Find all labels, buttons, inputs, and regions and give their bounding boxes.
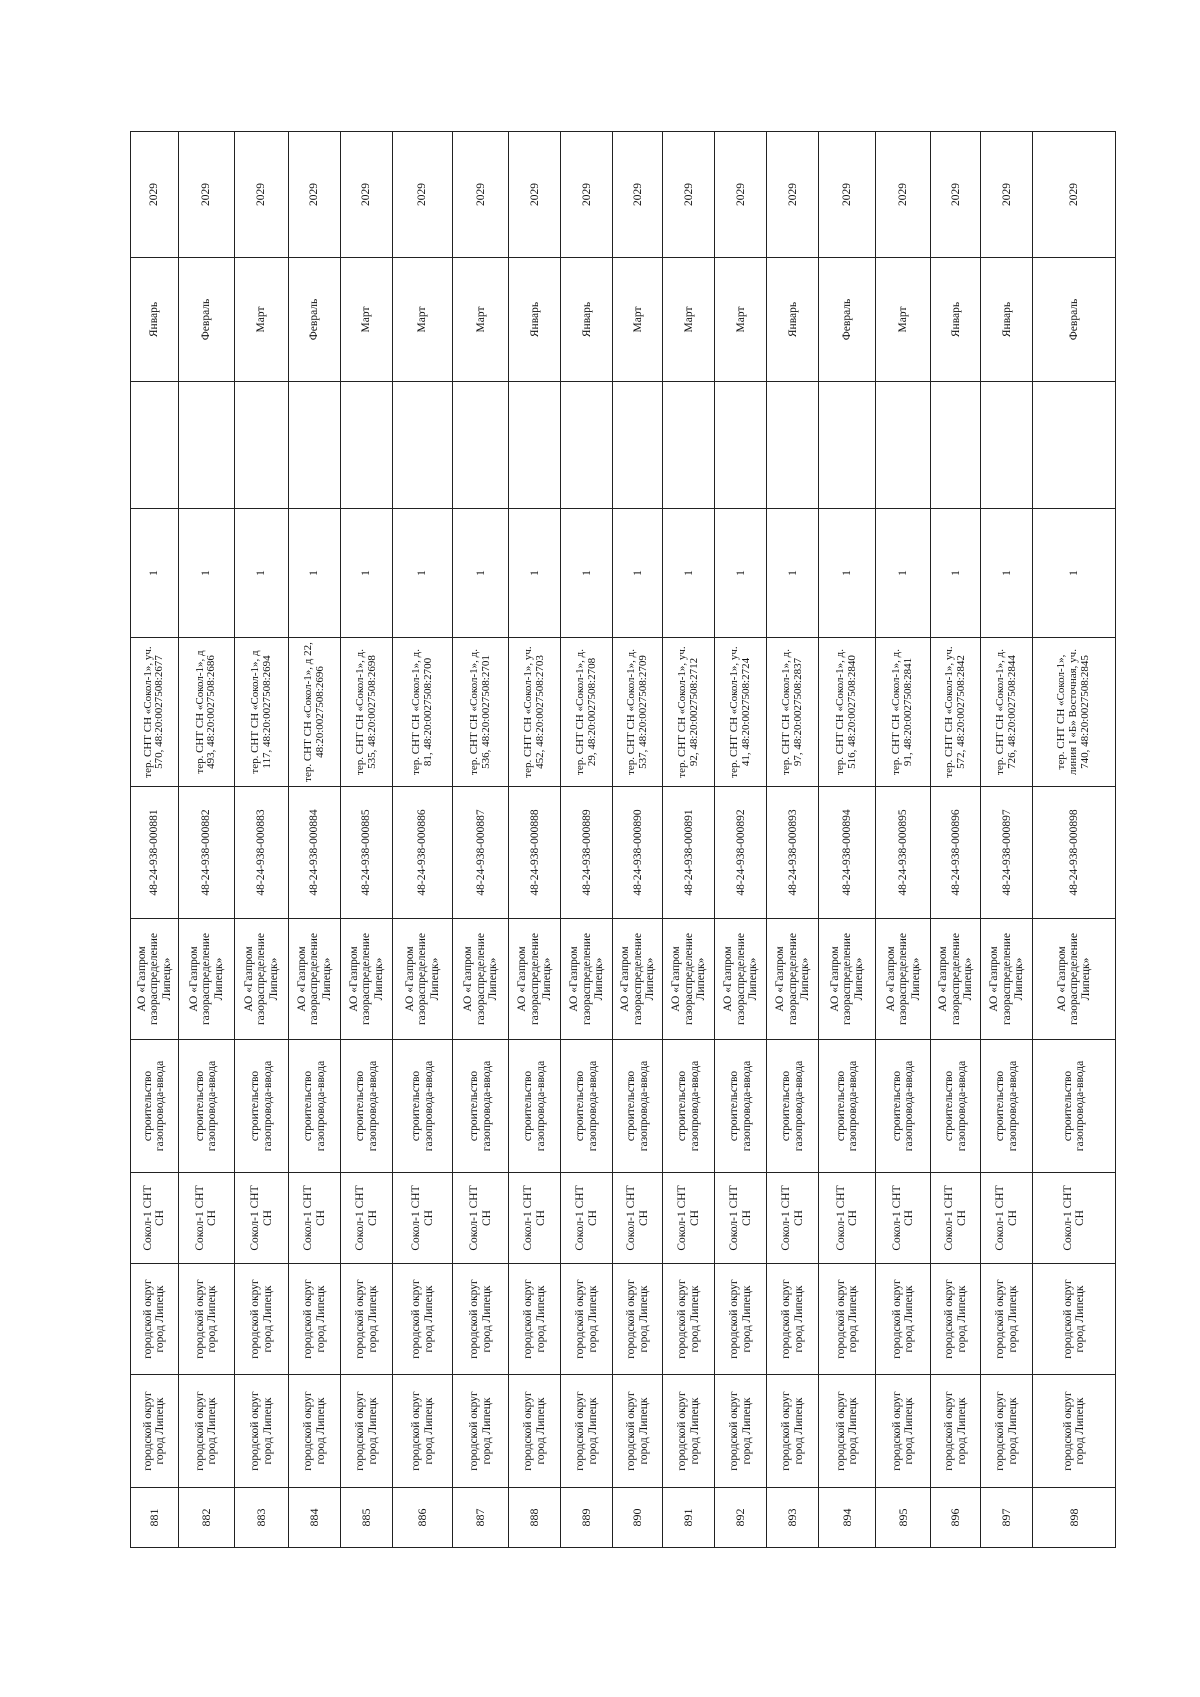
work-type-cell: строительство газопровода-ввода bbox=[453, 1040, 509, 1173]
location-cell: тер. СНТ СН «Сокол-1», уч. 41, 48:20:0027508:2724 bbox=[715, 638, 767, 787]
object-name-cell: Сокол-1 СНТ СН bbox=[876, 1173, 931, 1264]
row-number: 887 bbox=[453, 1488, 509, 1548]
quantity-cell: 1 bbox=[1033, 509, 1116, 638]
work-type-cell: строительство газопровода-ввода bbox=[876, 1040, 931, 1173]
object-code-cell: 48-24-938-000886 bbox=[393, 787, 453, 919]
object-code-cell: 48-24-938-000897 bbox=[981, 787, 1033, 919]
month-cell: Январь bbox=[509, 258, 561, 382]
quantity-cell: 1 bbox=[393, 509, 453, 638]
month-cell: Март bbox=[341, 258, 393, 382]
work-type-cell: строительство газопровода-ввода bbox=[178, 1040, 234, 1173]
work-type-cell: строительство газопровода-ввода bbox=[1033, 1040, 1116, 1173]
table-row bbox=[341, 132, 393, 1548]
object-code-cell: 48-24-938-000883 bbox=[235, 787, 289, 919]
municipality-cell: городской округ город Липецк bbox=[819, 1375, 876, 1488]
object-name-cell: Сокол-1 СНТ СН bbox=[767, 1173, 819, 1264]
year-cell: 2029 bbox=[819, 132, 876, 258]
location-cell: тер. СНТ СН «Сокол-1», уч. 452, 48:20:0027508:2703 bbox=[509, 638, 561, 787]
quantity-cell: 1 bbox=[509, 509, 561, 638]
row-number: 890 bbox=[613, 1488, 663, 1548]
year-cell: 2029 bbox=[981, 132, 1033, 258]
month-cell: Март bbox=[393, 258, 453, 382]
municipality-cell: городской округ город Липецк bbox=[131, 1375, 179, 1488]
empty-cell bbox=[393, 382, 453, 509]
settlement-cell: городской округ город Липецк bbox=[876, 1264, 931, 1375]
object-code-cell: 48-24-938-000890 bbox=[613, 787, 663, 919]
table-row bbox=[289, 132, 341, 1548]
quantity-cell: 1 bbox=[767, 509, 819, 638]
month-cell: Январь bbox=[131, 258, 179, 382]
location-cell: тер. СНТ СН «Сокол-1», д. 81, 48:20:0027508:2700 bbox=[393, 638, 453, 787]
work-type-cell: строительство газопровода-ввода bbox=[509, 1040, 561, 1173]
company-cell: АО «Газпром газораспределение Липецк» bbox=[453, 919, 509, 1040]
location-cell: тер. СНТ СН «Сокол-1», уч. 570, 48:20:0027508:2677 bbox=[131, 638, 179, 787]
quantity-cell: 1 bbox=[981, 509, 1033, 638]
row-number: 881 bbox=[131, 1488, 179, 1548]
empty-cell bbox=[876, 382, 931, 509]
settlement-cell: городской округ город Липецк bbox=[178, 1264, 234, 1375]
year-cell: 2029 bbox=[715, 132, 767, 258]
settlement-cell: городской округ город Липецк bbox=[235, 1264, 289, 1375]
settlement-cell: городской округ город Липецк bbox=[289, 1264, 341, 1375]
company-cell: АО «Газпром газораспределение Липецк» bbox=[131, 919, 179, 1040]
work-type-cell: строительство газопровода-ввода bbox=[341, 1040, 393, 1173]
row-number: 896 bbox=[931, 1488, 981, 1548]
company-cell: АО «Газпром газораспределение Липецк» bbox=[393, 919, 453, 1040]
table-row bbox=[1033, 132, 1116, 1548]
month-cell: Январь bbox=[561, 258, 613, 382]
company-cell: АО «Газпром газораспределение Липецк» bbox=[235, 919, 289, 1040]
empty-cell bbox=[819, 382, 876, 509]
quantity-cell: 1 bbox=[819, 509, 876, 638]
month-cell: Январь bbox=[981, 258, 1033, 382]
municipality-cell: городской округ город Липецк bbox=[178, 1375, 234, 1488]
row-number: 888 bbox=[509, 1488, 561, 1548]
year-cell: 2029 bbox=[341, 132, 393, 258]
location-cell: тер. СНТ СН «Сокол-1», д 493, 48:20:0027508:2686 bbox=[178, 638, 234, 787]
municipality-cell: городской округ город Липецк bbox=[613, 1375, 663, 1488]
month-cell: Январь bbox=[767, 258, 819, 382]
object-name-cell: Сокол-1 СНТ СН bbox=[715, 1173, 767, 1264]
empty-cell bbox=[981, 382, 1033, 509]
work-type-cell: строительство газопровода-ввода bbox=[981, 1040, 1033, 1173]
object-code-cell: 48-24-938-000881 bbox=[131, 787, 179, 919]
company-cell: АО «Газпром газораспределение Липецк» bbox=[613, 919, 663, 1040]
object-code-cell: 48-24-938-000892 bbox=[715, 787, 767, 919]
empty-cell bbox=[341, 382, 393, 509]
year-cell: 2029 bbox=[393, 132, 453, 258]
municipality-cell: городской округ город Липецк bbox=[453, 1375, 509, 1488]
company-cell: АО «Газпром газораспределение Липецк» bbox=[289, 919, 341, 1040]
empty-cell bbox=[509, 382, 561, 509]
empty-cell bbox=[453, 382, 509, 509]
month-cell: Февраль bbox=[178, 258, 234, 382]
object-name-cell: Сокол-1 СНТ СН bbox=[613, 1173, 663, 1264]
row-number: 893 bbox=[767, 1488, 819, 1548]
year-cell: 2029 bbox=[289, 132, 341, 258]
company-cell: АО «Газпром газораспределение Липецк» bbox=[663, 919, 715, 1040]
company-cell: АО «Газпром газораспределение Липецк» bbox=[509, 919, 561, 1040]
company-cell: АО «Газпром газораспределение Липецк» bbox=[178, 919, 234, 1040]
row-number: 883 bbox=[235, 1488, 289, 1548]
year-cell: 2029 bbox=[561, 132, 613, 258]
table-row bbox=[613, 132, 663, 1548]
quantity-cell: 1 bbox=[178, 509, 234, 638]
month-cell: Март bbox=[453, 258, 509, 382]
object-code-cell: 48-24-938-000882 bbox=[178, 787, 234, 919]
table-row bbox=[715, 132, 767, 1548]
company-cell: АО «Газпром газораспределение Липецк» bbox=[715, 919, 767, 1040]
object-code-cell: 48-24-938-000887 bbox=[453, 787, 509, 919]
company-cell: АО «Газпром газораспределение Липецк» bbox=[1033, 919, 1116, 1040]
object-name-cell: Сокол-1 СНТ СН bbox=[235, 1173, 289, 1264]
location-cell: тер. СНТ СН «Сокол-1», д 22, 48:20:0027508:2696 bbox=[289, 638, 341, 787]
month-cell: Март bbox=[876, 258, 931, 382]
location-cell: тер. СНТ СН «Сокол-1», д. 91, 48:20:0027508:2841 bbox=[876, 638, 931, 787]
object-code-cell: 48-24-938-000888 bbox=[509, 787, 561, 919]
municipality-cell: городской округ город Липецк bbox=[341, 1375, 393, 1488]
row-number: 895 bbox=[876, 1488, 931, 1548]
object-code-cell: 48-24-938-000894 bbox=[819, 787, 876, 919]
year-cell: 2029 bbox=[131, 132, 179, 258]
empty-cell bbox=[715, 382, 767, 509]
work-type-cell: строительство газопровода-ввода bbox=[663, 1040, 715, 1173]
empty-cell bbox=[561, 382, 613, 509]
month-cell: Март bbox=[613, 258, 663, 382]
municipality-cell: городской округ город Липецк bbox=[509, 1375, 561, 1488]
quantity-cell: 1 bbox=[715, 509, 767, 638]
municipality-cell: городской округ город Липецк bbox=[1033, 1375, 1116, 1488]
location-cell: тер. СНТ СН «Сокол-1», линия I «Б» Восточная, уч. 740, 48:20:0027508:2845 bbox=[1033, 638, 1116, 787]
register-table-body bbox=[131, 132, 1116, 1548]
work-type-cell: строительство газопровода-ввода bbox=[393, 1040, 453, 1173]
settlement-cell: городской округ город Липецк bbox=[931, 1264, 981, 1375]
row-number: 891 bbox=[663, 1488, 715, 1548]
object-name-cell: Сокол-1 СНТ СН bbox=[131, 1173, 179, 1264]
object-name-cell: Сокол-1 СНТ СН bbox=[931, 1173, 981, 1264]
year-cell: 2029 bbox=[931, 132, 981, 258]
location-cell: тер. СНТ СН «Сокол-1», уч. 92, 48:20:0027508:2712 bbox=[663, 638, 715, 787]
settlement-cell: городской округ город Липецк bbox=[453, 1264, 509, 1375]
work-type-cell: строительство газопровода-ввода bbox=[819, 1040, 876, 1173]
row-number: 898 bbox=[1033, 1488, 1116, 1548]
work-type-cell: строительство газопровода-ввода bbox=[613, 1040, 663, 1173]
settlement-cell: городской округ город Липецк bbox=[509, 1264, 561, 1375]
object-code-cell: 48-24-938-000896 bbox=[931, 787, 981, 919]
settlement-cell: городской округ город Липецк bbox=[715, 1264, 767, 1375]
location-cell: тер. СНТ СН «Сокол-1», д. 516, 48:20:0027508:2840 bbox=[819, 638, 876, 787]
company-cell: АО «Газпром газораспределение Липецк» bbox=[561, 919, 613, 1040]
work-type-cell: строительство газопровода-ввода bbox=[767, 1040, 819, 1173]
table-row bbox=[663, 132, 715, 1548]
location-cell: тер. СНТ СН «Сокол-1», д. 537, 48:20:0027508:2709 bbox=[613, 638, 663, 787]
settlement-cell: городской округ город Липецк bbox=[341, 1264, 393, 1375]
object-name-cell: Сокол-1 СНТ СН bbox=[663, 1173, 715, 1264]
location-cell: тер. СНТ СН «Сокол-1», д. 726, 48:20:0027508:2844 bbox=[981, 638, 1033, 787]
quantity-cell: 1 bbox=[931, 509, 981, 638]
object-name-cell: Сокол-1 СНТ СН bbox=[819, 1173, 876, 1264]
quantity-cell: 1 bbox=[289, 509, 341, 638]
settlement-cell: городской округ город Липецк bbox=[663, 1264, 715, 1375]
year-cell: 2029 bbox=[767, 132, 819, 258]
object-code-cell: 48-24-938-000884 bbox=[289, 787, 341, 919]
table-row bbox=[393, 132, 453, 1548]
quantity-cell: 1 bbox=[131, 509, 179, 638]
work-type-cell: строительство газопровода-ввода bbox=[235, 1040, 289, 1173]
year-cell: 2029 bbox=[876, 132, 931, 258]
company-cell: АО «Газпром газораспределение Липецк» bbox=[341, 919, 393, 1040]
municipality-cell: городской округ город Липецк bbox=[715, 1375, 767, 1488]
municipality-cell: городской округ город Липецк bbox=[767, 1375, 819, 1488]
year-cell: 2029 bbox=[235, 132, 289, 258]
settlement-cell: городской округ город Липецк bbox=[561, 1264, 613, 1375]
row-number: 892 bbox=[715, 1488, 767, 1548]
month-cell: Март bbox=[235, 258, 289, 382]
month-cell: Февраль bbox=[819, 258, 876, 382]
object-name-cell: Сокол-1 СНТ СН bbox=[509, 1173, 561, 1264]
table-row bbox=[453, 132, 509, 1548]
month-cell: Март bbox=[715, 258, 767, 382]
company-cell: АО «Газпром газораспределение Липецк» bbox=[981, 919, 1033, 1040]
object-name-cell: Сокол-1 СНТ СН bbox=[1033, 1173, 1116, 1264]
empty-cell bbox=[663, 382, 715, 509]
quantity-cell: 1 bbox=[341, 509, 393, 638]
settlement-cell: городской округ город Липецк bbox=[393, 1264, 453, 1375]
register-table bbox=[130, 131, 1116, 1548]
month-cell: Февраль bbox=[1033, 258, 1116, 382]
object-name-cell: Сокол-1 СНТ СН bbox=[393, 1173, 453, 1264]
empty-cell bbox=[178, 382, 234, 509]
row-number: 882 bbox=[178, 1488, 234, 1548]
settlement-cell: городской округ город Липецк bbox=[767, 1264, 819, 1375]
empty-cell bbox=[613, 382, 663, 509]
table-row bbox=[561, 132, 613, 1548]
object-code-cell: 48-24-938-000889 bbox=[561, 787, 613, 919]
settlement-cell: городской округ город Липецк bbox=[819, 1264, 876, 1375]
month-cell: Февраль bbox=[289, 258, 341, 382]
company-cell: АО «Газпром газораспределение Липецк» bbox=[819, 919, 876, 1040]
row-number: 885 bbox=[341, 1488, 393, 1548]
row-number: 889 bbox=[561, 1488, 613, 1548]
location-cell: тер. СНТ СН «Сокол-1», уч. 572, 48:20:0027508:2842 bbox=[931, 638, 981, 787]
object-name-cell: Сокол-1 СНТ СН bbox=[561, 1173, 613, 1264]
row-number: 886 bbox=[393, 1488, 453, 1548]
row-number: 884 bbox=[289, 1488, 341, 1548]
empty-cell bbox=[931, 382, 981, 509]
empty-cell bbox=[767, 382, 819, 509]
table-row bbox=[819, 132, 876, 1548]
municipality-cell: городской округ город Липецк bbox=[663, 1375, 715, 1488]
quantity-cell: 1 bbox=[235, 509, 289, 638]
month-cell: Январь bbox=[931, 258, 981, 382]
object-code-cell: 48-24-938-000885 bbox=[341, 787, 393, 919]
row-number: 897 bbox=[981, 1488, 1033, 1548]
row-number: 894 bbox=[819, 1488, 876, 1548]
company-cell: АО «Газпром газораспределение Липецк» bbox=[767, 919, 819, 1040]
work-type-cell: строительство газопровода-ввода bbox=[561, 1040, 613, 1173]
object-code-cell: 48-24-938-000895 bbox=[876, 787, 931, 919]
table-row bbox=[178, 132, 234, 1548]
object-name-cell: Сокол-1 СНТ СН bbox=[289, 1173, 341, 1264]
municipality-cell: городской округ город Липецк bbox=[931, 1375, 981, 1488]
year-cell: 2029 bbox=[613, 132, 663, 258]
quantity-cell: 1 bbox=[561, 509, 613, 638]
year-cell: 2029 bbox=[663, 132, 715, 258]
municipality-cell: городской округ город Липецк bbox=[235, 1375, 289, 1488]
table-row bbox=[235, 132, 289, 1548]
company-cell: АО «Газпром газораспределение Липецк» bbox=[931, 919, 981, 1040]
settlement-cell: городской округ город Липецк bbox=[981, 1264, 1033, 1375]
table-row bbox=[131, 132, 179, 1548]
municipality-cell: городской округ город Липецк bbox=[876, 1375, 931, 1488]
object-name-cell: Сокол-1 СНТ СН bbox=[453, 1173, 509, 1264]
municipality-cell: городской округ город Липецк bbox=[561, 1375, 613, 1488]
quantity-cell: 1 bbox=[453, 509, 509, 638]
object-code-cell: 48-24-938-000898 bbox=[1033, 787, 1116, 919]
object-code-cell: 48-24-938-000891 bbox=[663, 787, 715, 919]
quantity-cell: 1 bbox=[613, 509, 663, 638]
quantity-cell: 1 bbox=[663, 509, 715, 638]
year-cell: 2029 bbox=[178, 132, 234, 258]
object-name-cell: Сокол-1 СНТ СН bbox=[981, 1173, 1033, 1264]
location-cell: тер. СНТ СН «Сокол-1», д. 535, 48:20:0027508:2698 bbox=[341, 638, 393, 787]
settlement-cell: городской округ город Липецк bbox=[131, 1264, 179, 1375]
quantity-cell: 1 bbox=[876, 509, 931, 638]
municipality-cell: городской округ город Липецк bbox=[981, 1375, 1033, 1488]
municipality-cell: городской округ город Липецк bbox=[289, 1375, 341, 1488]
month-cell: Март bbox=[663, 258, 715, 382]
work-type-cell: строительство газопровода-ввода bbox=[131, 1040, 179, 1173]
object-code-cell: 48-24-938-000893 bbox=[767, 787, 819, 919]
empty-cell bbox=[1033, 382, 1116, 509]
empty-cell bbox=[131, 382, 179, 509]
empty-cell bbox=[289, 382, 341, 509]
settlement-cell: городской округ город Липецк bbox=[1033, 1264, 1116, 1375]
year-cell: 2029 bbox=[1033, 132, 1116, 258]
table-row bbox=[931, 132, 981, 1548]
work-type-cell: строительство газопровода-ввода bbox=[289, 1040, 341, 1173]
location-cell: тер. СНТ СН «Сокол-1», д 117, 48:20:0027508:2694 bbox=[235, 638, 289, 787]
municipality-cell: городской округ город Липецк bbox=[393, 1375, 453, 1488]
location-cell: тер. СНТ СН «Сокол-1», д. 97, 48:20:0027508:2837 bbox=[767, 638, 819, 787]
year-cell: 2029 bbox=[453, 132, 509, 258]
location-cell: тер. СНТ СН «Сокол-1», д. 536, 48:20:0027508:2701 bbox=[453, 638, 509, 787]
work-type-cell: строительство газопровода-ввода bbox=[715, 1040, 767, 1173]
empty-cell bbox=[235, 382, 289, 509]
object-name-cell: Сокол-1 СНТ СН bbox=[178, 1173, 234, 1264]
table-row bbox=[509, 132, 561, 1548]
rotated-table-wrapper bbox=[130, 132, 1116, 1548]
table-row bbox=[876, 132, 931, 1548]
work-type-cell: строительство газопровода-ввода bbox=[931, 1040, 981, 1173]
year-cell: 2029 bbox=[509, 132, 561, 258]
object-name-cell: Сокол-1 СНТ СН bbox=[341, 1173, 393, 1264]
settlement-cell: городской округ город Липецк bbox=[613, 1264, 663, 1375]
table-row bbox=[981, 132, 1033, 1548]
company-cell: АО «Газпром газораспределение Липецк» bbox=[876, 919, 931, 1040]
table-row bbox=[767, 132, 819, 1548]
location-cell: тер. СНТ СН «Сокол-1», д. 29, 48:20:0027508:2708 bbox=[561, 638, 613, 787]
